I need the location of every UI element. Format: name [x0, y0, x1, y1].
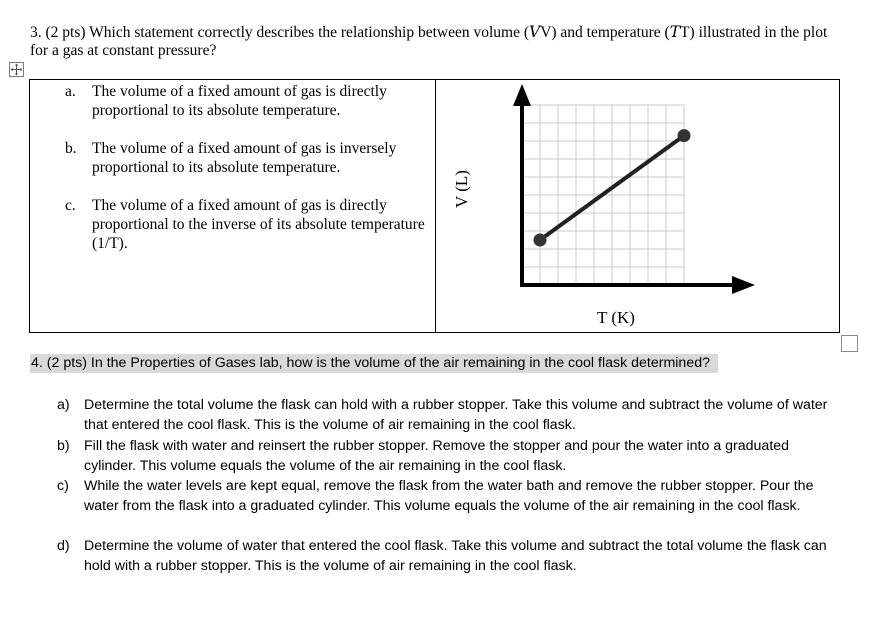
question-3-stem: 3. (2 pts) Which statement correctly describes the relationship between volume (𝑉V) and temperature (𝑇T) illustrated in the plot for a gas at constant pressure?	[30, 24, 828, 59]
q4-option-text: Determine the total volume the flask can hold with a rubber stopper. Take this volume and subtract the volume of water that entered the cool flask. This is the volume of air remaining in the cool flask.	[84, 397, 828, 433]
question-3-table	[29, 79, 840, 333]
q3-option-text: The volume of a fixed amount of gas is directly proportional to its absolute temperature.	[92, 83, 387, 119]
table-move-handle-icon[interactable]	[9, 62, 24, 77]
q4-option-text: Fill the flask with water and reinsert the rubber stopper. Remove the stopper and pour the water into a graduated cylinder. This volume equals the volume of the air remaining in the cool flask.	[84, 438, 790, 474]
four-arrow-move-icon	[10, 63, 23, 76]
q3-option-text: The volume of a fixed amount of gas is inversely proportional to its absolute temperature.	[92, 140, 397, 176]
y-axis-label: V (L)	[452, 170, 471, 208]
q4-option-letter: b)	[57, 438, 70, 454]
question-4-stem: 4. (2 pts) In the Properties of Gases lab, how is the volume of the air remaining in the cool flask determined?	[30, 354, 718, 373]
data-point	[534, 234, 547, 247]
q4-option-text: Determine the volume of water that entered the cool flask. Take this volume and subtract the total volume the flask can hold with a rubber stopper. This is the volume of air remaining in the cool flask.	[84, 538, 827, 574]
graph-axes	[513, 84, 755, 294]
q4-option-letter: c)	[57, 478, 69, 494]
x-axis-label: T (K)	[597, 308, 635, 327]
graph-canvas	[436, 80, 840, 332]
q4-option-letter: a)	[57, 397, 70, 413]
q3-option-letter: b.	[65, 140, 77, 157]
q4-option-text: While the water levels are kept equal, remove the flask from the water bath and remove the rubber stopper. Pour the water from the flask into a graduated cylinder. This volume equals the volume of the air remaining in the cool flask.	[84, 478, 814, 514]
q3-option-letter: a.	[65, 83, 76, 100]
y-axis-arrow	[513, 84, 531, 106]
data-point	[678, 129, 691, 142]
volume-temperature-graph	[436, 80, 840, 332]
square-resize-icon[interactable]	[841, 335, 858, 352]
q3-option-text: The volume of a fixed amount of gas is directly proportional to the inverse of its absolute temperature (1/T).	[92, 197, 425, 252]
q4-option-letter: d)	[57, 538, 70, 554]
x-axis-arrow	[732, 276, 755, 294]
q3-option-letter: c.	[65, 197, 76, 214]
